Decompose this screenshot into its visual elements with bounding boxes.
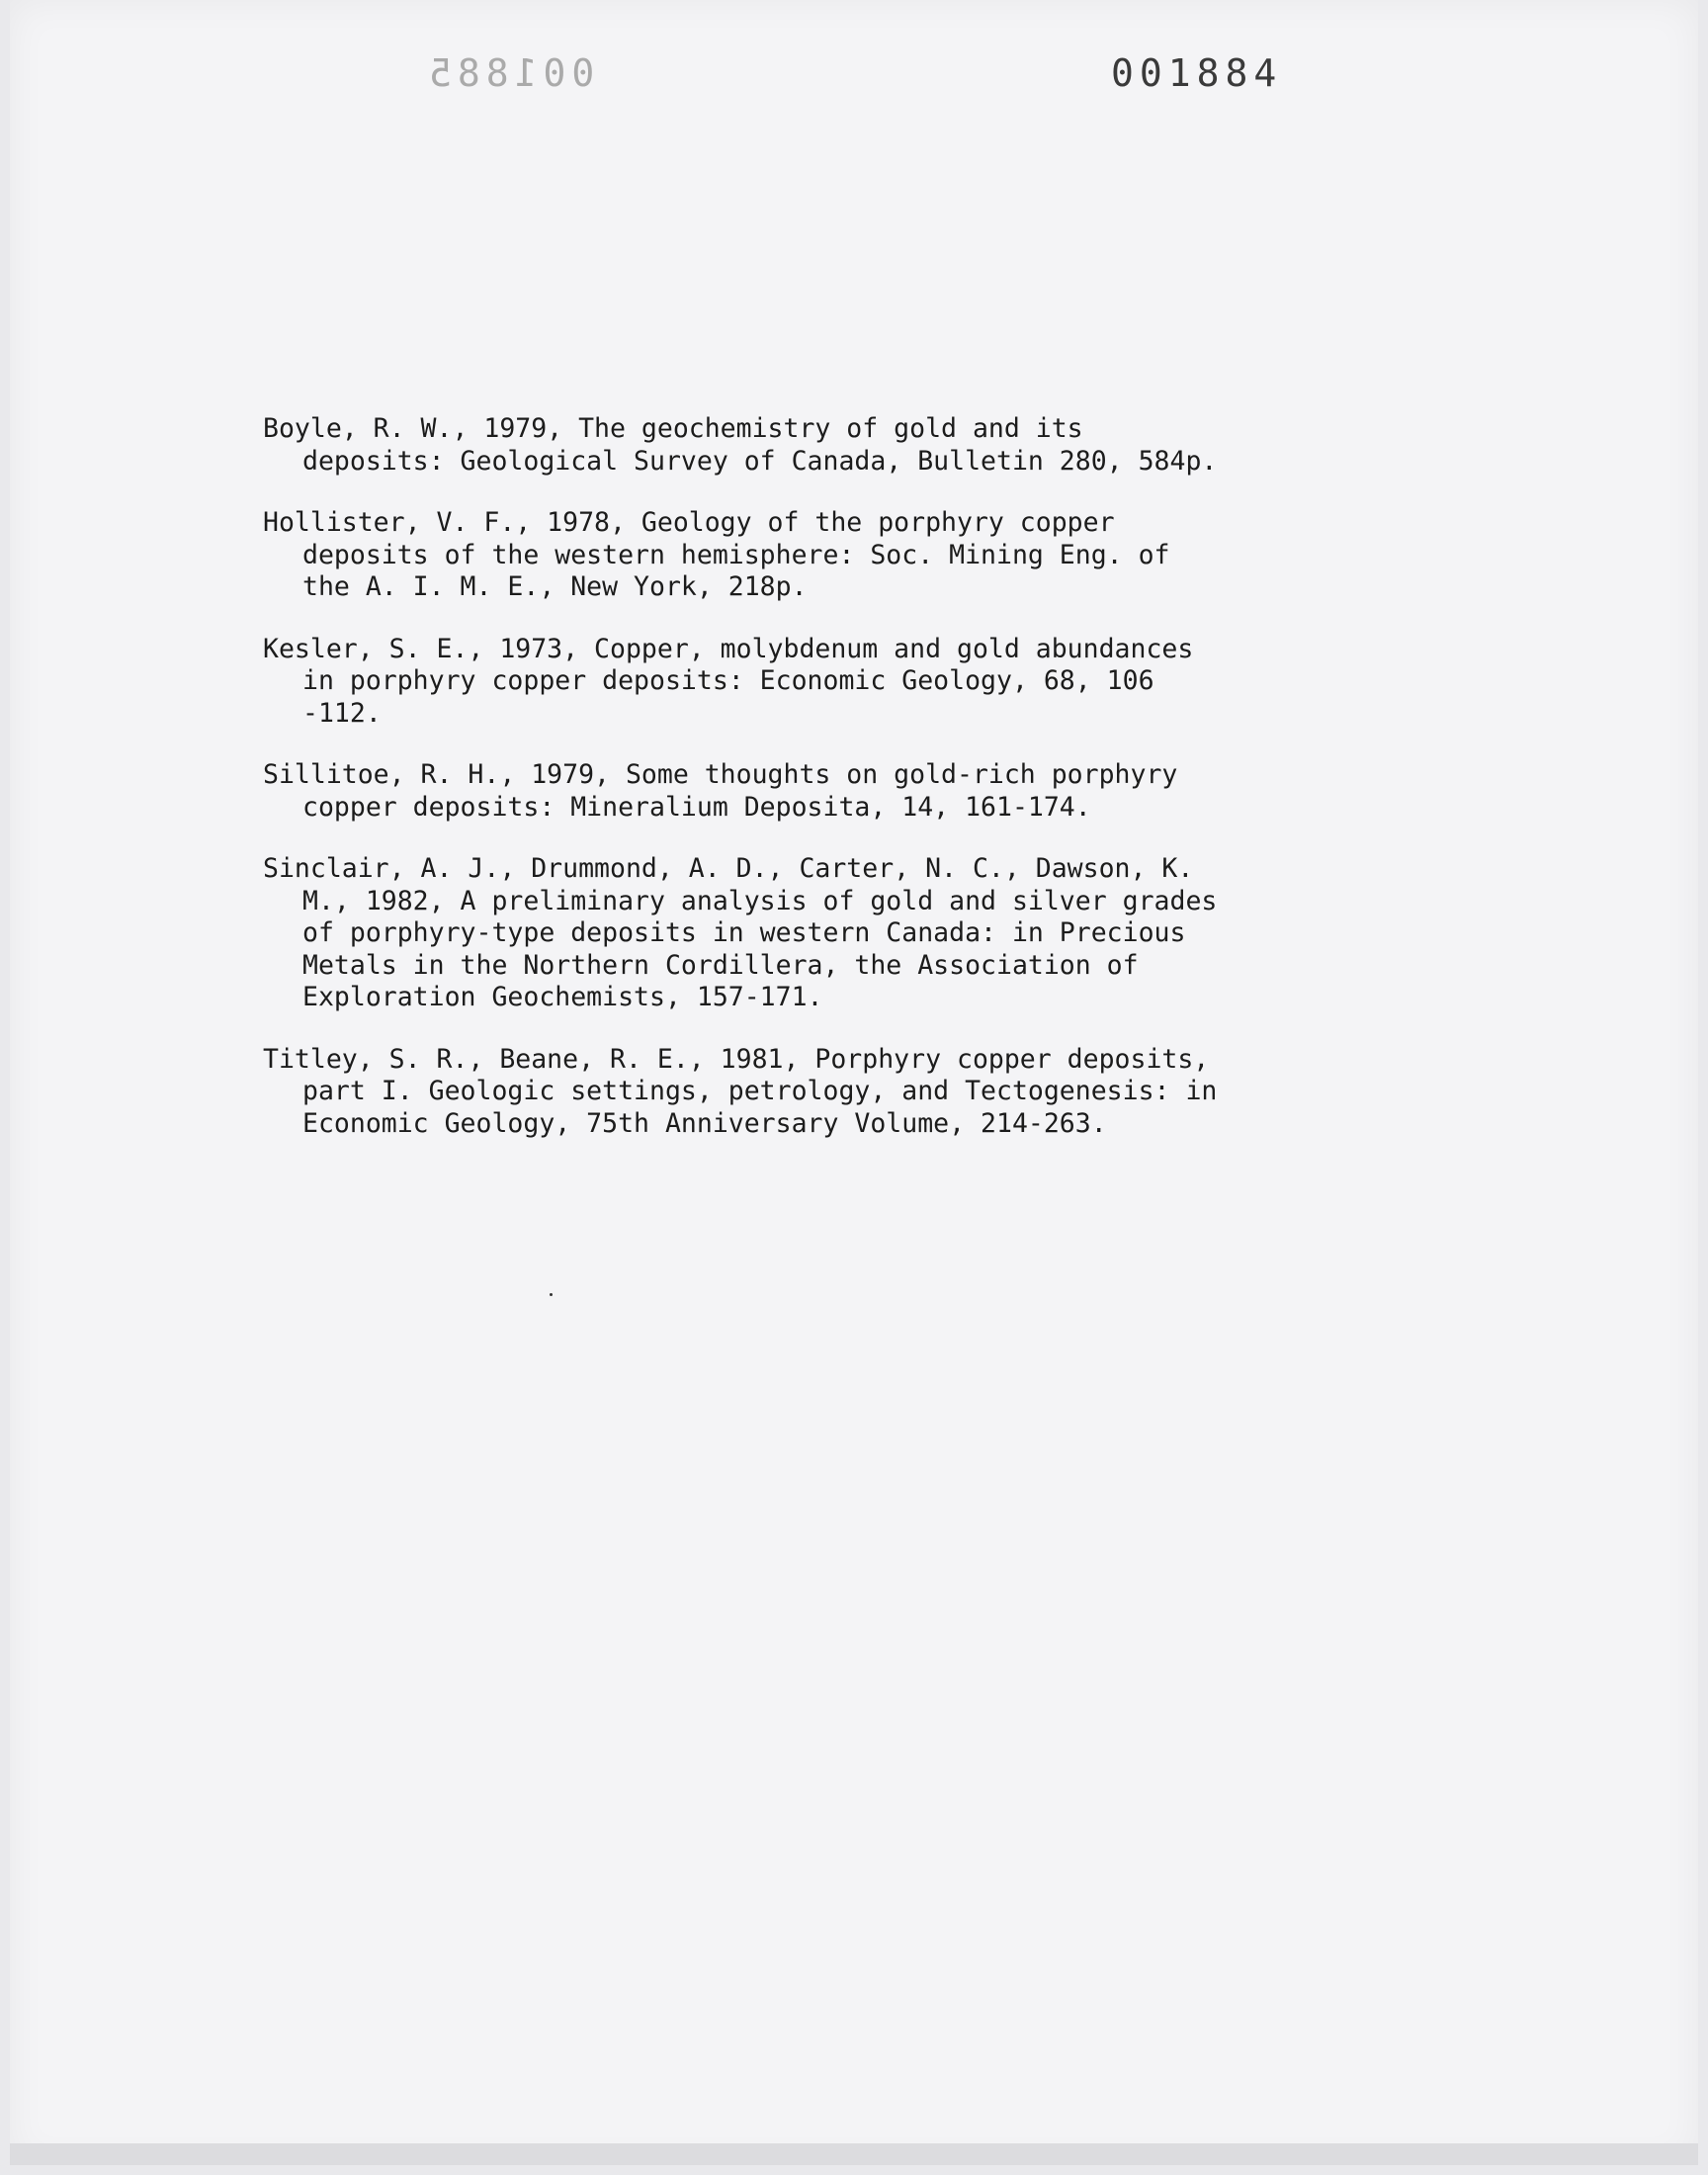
- reference-line: Metals in the Northern Cordillera, the Association of: [302, 949, 1139, 981]
- reference-list: [263, 413, 1489, 1170]
- reference-line: Titley, S. R., Beane, R. E., 1981, Porphyry copper deposits,: [263, 1043, 1210, 1075]
- reference-line: copper deposits: Mineralium Deposita, 14, 161-174.: [302, 791, 1091, 823]
- mirrored-stamp-number: 001885: [423, 51, 595, 95]
- reference-line: M., 1982, A preliminary analysis of gold and silver grades: [302, 885, 1218, 916]
- reference-entry: [263, 1044, 1489, 1141]
- reference-line: Exploration Geochemists, 157-171.: [302, 982, 823, 1012]
- reference-entry: [263, 634, 1489, 731]
- reference-line: Hollister, V. F., 1978, Geology of the porphyry copper: [263, 507, 1115, 538]
- document-number-stamp: 001884: [1111, 51, 1283, 95]
- reference-line: deposits of the western hemisphere: Soc. Mining Eng. of: [302, 539, 1170, 570]
- reference-line: in porphyry copper deposits: Economic Geology, 68, 106: [302, 665, 1154, 696]
- document-page: [10, 0, 1698, 2165]
- ink-speck: [550, 1293, 553, 1296]
- reference-line: Sillitoe, R. H., 1979, Some thoughts on gold-rich porphyry: [263, 759, 1178, 790]
- reference-entry: [263, 759, 1489, 824]
- reference-line: Boyle, R. W., 1979, The geochemistry of gold and its: [263, 413, 1083, 444]
- reference-line: of porphyry-type deposits in western Canada: in Precious: [302, 917, 1186, 948]
- reference-line: Kesler, S. E., 1973, Copper, molybdenum and gold abundances: [263, 633, 1194, 664]
- reference-line: -112.: [302, 697, 382, 729]
- reference-line: Economic Geology, 75th Anniversary Volume, 214-263.: [302, 1107, 1107, 1139]
- reference-line: the A. I. M. E., New York, 218p.: [302, 571, 808, 602]
- reference-entry: [263, 853, 1489, 1014]
- reference-entry: [263, 413, 1489, 478]
- reference-line: Sinclair, A. J., Drummond, A. D., Carter, N. C., Dawson, K.: [263, 853, 1194, 884]
- reference-line: deposits: Geological Survey of Canada, Bulletin 280, 584p.: [302, 445, 1218, 477]
- reference-line: part I. Geologic settings, petrology, and Tectogenesis: in: [302, 1076, 1218, 1106]
- reference-entry: [263, 507, 1489, 604]
